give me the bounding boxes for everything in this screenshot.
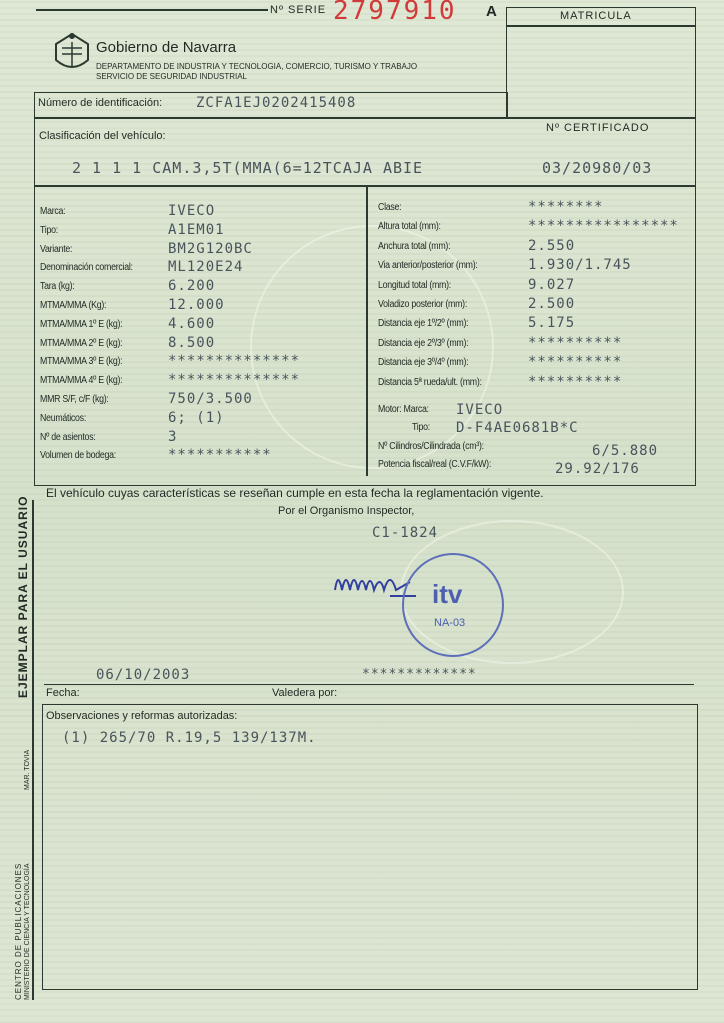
header-top-line — [36, 9, 268, 11]
right-fields-value: ******** — [528, 199, 604, 215]
right-fields-label: Longitud total (mm): — [378, 279, 451, 291]
left-fields-value: ML120E24 — [168, 259, 244, 276]
left-fields-label: Tipo: — [40, 224, 58, 236]
left-fields-label: Variante: — [40, 243, 73, 255]
left-fields-label: Volumen de bodega: — [40, 450, 116, 462]
left-fields-label: Neumáticos: — [40, 412, 87, 424]
observations-label: Observaciones y reformas autorizadas: — [46, 710, 238, 722]
motor-cilindros-label: Nº Cilindros/Cilindrada (cm³): — [378, 441, 484, 452]
left-margin-line — [32, 500, 34, 1000]
left-fields-label: Denominación comercial: — [40, 262, 133, 274]
right-fields-value: 2.550 — [528, 237, 576, 254]
motor-marca-label: Motor: Marca: — [378, 404, 429, 415]
left-fields-value: 12.000 — [168, 297, 225, 313]
matricula-box — [506, 7, 696, 118]
left-fields-value: IVECO — [168, 203, 216, 219]
valedera-value: ************* — [362, 667, 477, 682]
left-fields-label: Tara (kg): — [40, 281, 75, 293]
government-name: Gobierno de Navarra — [96, 39, 237, 56]
right-fields-label: Anchura total (mm): — [378, 240, 451, 252]
publisher-line-2: MINISTERIO DE CIENCIA Y TECNOLOGÍA — [24, 863, 31, 1000]
classification-label: Clasificación del vehículo: — [39, 130, 166, 142]
left-fields-value: A1EM01 — [168, 221, 225, 238]
right-fields-value: 2.500 — [528, 296, 576, 312]
right-fields-label: Via anterior/posterior (mm): — [378, 260, 478, 272]
serie-number: 2797910 — [333, 0, 457, 26]
identification-value: ZCFA1EJ0202415408 — [196, 95, 357, 111]
right-fields-value: **************** — [528, 218, 679, 235]
right-fields-value: 5.175 — [528, 315, 576, 332]
left-fields-label: MTMA/MMA 2º E (kg): — [40, 337, 123, 349]
right-fields-label: Clase: — [378, 202, 402, 213]
observations-value: (1) 265/70 R.19,5 139/137M. — [62, 730, 317, 746]
left-fields-value: 750/3.500 — [168, 391, 253, 407]
serie-letter: A — [486, 3, 497, 20]
left-fields-value: 6.200 — [168, 278, 216, 295]
classification-value: 2 1 1 1 CAM.3,5T(MMA(6=12TCAJA ABIE — [72, 159, 424, 177]
right-fields-value: ********** — [528, 373, 623, 390]
left-fields-value: 6; (1) — [168, 409, 225, 426]
right-fields-value: ********** — [528, 334, 623, 351]
observations-box — [42, 704, 698, 990]
left-fields-label: MTMA/MMA 4º E (kg): — [40, 375, 123, 387]
right-fields-label: Voladizo posterior (mm): — [378, 299, 468, 310]
user-copy-label: EJEMPLAR PARA EL USUARIO — [16, 495, 30, 698]
fecha-value: 06/10/2003 — [96, 667, 191, 683]
department-line-1: DEPARTAMENTO DE INDUSTRIA Y TECNOLOGIA, COMERCIO, TURISMO Y TRABAJO — [96, 62, 418, 71]
certificado-label: Nº CERTIFICADO — [546, 122, 650, 134]
navarra-logo-icon — [52, 30, 92, 76]
valedera-label: Valedera por: — [272, 687, 338, 699]
certificado-value: 03/20980/03 — [542, 159, 653, 177]
inspector-label: Por el Organismo Inspector, — [278, 505, 415, 517]
left-fields-value: 4.600 — [168, 315, 216, 332]
right-fields-label: Distancia eje 3º/4º (mm): — [378, 357, 469, 369]
left-fields-label: Nº de asientos: — [40, 431, 96, 443]
motor-potencia-value: 29.92/176 — [555, 461, 640, 477]
motor-cilindros-value: 6/5.880 — [592, 443, 659, 459]
right-fields-label: Distancia eje 1º/2º (mm): — [378, 318, 469, 330]
left-fields-value: *********** — [168, 447, 272, 464]
left-fields-value: BM2G120BC — [168, 240, 253, 257]
fecha-line — [44, 684, 694, 685]
right-fields-value: 1.930/1.745 — [528, 257, 632, 274]
left-fields-label: MTMA/MMA 3º E (kg): — [40, 356, 123, 368]
motor-tipo-label: Tipo: — [412, 422, 430, 433]
left-fields-label: MMR S/F, c/F (kg): — [40, 394, 109, 405]
fecha-label: Fecha: — [46, 687, 80, 699]
identification-label: Número de identificación: — [38, 97, 163, 109]
left-fields-value: ************** — [168, 372, 301, 389]
left-fields-value: 3 — [168, 428, 178, 445]
inspector-value: C1-1824 — [372, 525, 439, 541]
motor-tipo-value: D-F4AE0681B*C — [456, 420, 579, 436]
matricula-divider — [506, 25, 696, 27]
right-fields-value: ********** — [528, 354, 623, 371]
publisher-line-1: CENTRO DE PUBLICACIONES — [14, 862, 23, 1000]
right-fields-label: Distancia eje 2º/3º (mm): — [378, 337, 469, 349]
matricula-label: MATRICULA — [560, 10, 632, 22]
right-fields-label: Distancia 5ª rueda/ult. (mm): — [378, 376, 482, 388]
left-fields-value: 8.500 — [168, 334, 216, 351]
left-fields-label: Marca: — [40, 206, 66, 217]
department-line-2: SERVICIO DE SEGURIDAD INDUSTRIAL — [96, 72, 247, 81]
vehicle-data-divider — [366, 186, 368, 476]
motor-marca-value: IVECO — [456, 402, 504, 418]
stamp-code: NA-03 — [434, 617, 466, 629]
right-fields-value: 9.027 — [528, 276, 576, 293]
left-fields-value: ************** — [168, 353, 301, 370]
left-fields-label: MTMA/MMA (Kg): — [40, 300, 107, 311]
compliance-statement: El vehículo cuyas características se reseñan cumple en esta fecha la reglamentación vigente. — [46, 486, 544, 500]
serie-label: Nº SERIE — [270, 4, 327, 16]
left-fields-label: MTMA/MMA 1º E (kg): — [40, 318, 123, 330]
publisher-extra: MAR. TOVIA — [24, 749, 31, 790]
motor-potencia-label: Potencia fiscal/real (C.V.F/kW): — [378, 459, 491, 470]
itv-stamp — [402, 553, 504, 657]
stamp-top: itv — [432, 579, 463, 609]
right-fields-label: Altura total (mm): — [378, 221, 441, 233]
